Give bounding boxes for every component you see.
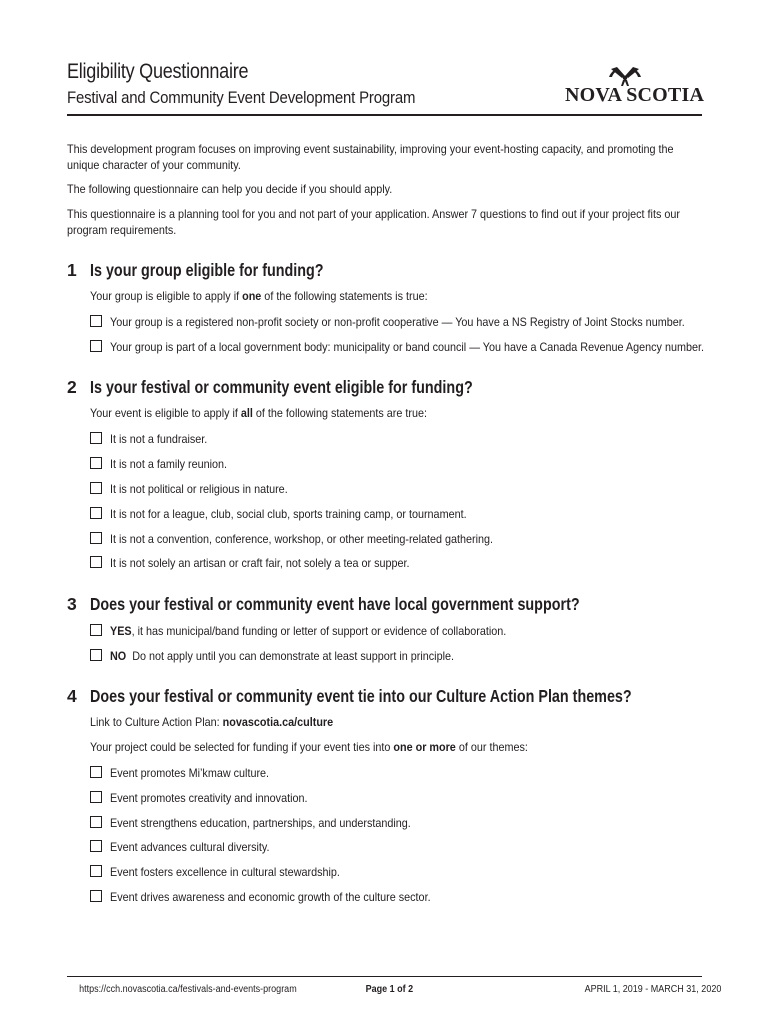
footer-page-number: Page 1 of 2 (365, 984, 414, 995)
checkbox[interactable] (90, 556, 102, 568)
option-label: It is not solely an artisan or craft fair, not solely a tea or supper. (110, 556, 410, 570)
header-divider (67, 114, 702, 116)
checkbox[interactable] (90, 457, 102, 469)
checkbox[interactable] (90, 315, 102, 327)
question-2-lead: Your event is eligible to apply if all of the following statements are true: (90, 406, 428, 420)
question-1-lead: Your group is eligible to apply if one of the following statements is true: (90, 289, 428, 303)
footer-dates: APRIL 1, 2019 - MARCH 31, 2020 (584, 984, 722, 995)
question-4-lead: Your project could be selected for funding if your event ties into one or more of our themes: (90, 740, 528, 754)
option-label: Your group is a registered non-profit society or non-profit cooperative — You have a NS Registry of Joint Stocks number. (110, 315, 685, 329)
option-label: It is not a family reunion. (110, 457, 228, 471)
option-label: YES, it has municipal/band funding or letter of support or evidence of collaboration. (110, 624, 507, 638)
intro-paragraph-1: This development program focuses on improving event sustainability, improving your event-hosting capacity, and promoting the unique character of your community. (67, 142, 674, 172)
checkbox[interactable] (90, 649, 102, 661)
option-label: Event drives awareness and economic growth of the culture sector. (110, 890, 431, 904)
page-title: Eligibility Questionnaire (67, 60, 249, 83)
question-1-heading: 1 Is your group eligible for funding? (67, 260, 324, 280)
question-4-heading: 4 Does your festival or community event tie into our Culture Action Plan themes? (67, 686, 632, 706)
option-label: Event fosters excellence in cultural stewardship. (110, 865, 340, 879)
intro-paragraph-3: This questionnaire is a planning tool for you and not part of your application. Answer 7 questions to find out if your project fits our program requirements. (67, 207, 680, 237)
footer-divider (67, 976, 702, 977)
checkbox[interactable] (90, 532, 102, 544)
culture-plan-link-line: Link to Culture Action Plan: novascotia.ca/culture (90, 715, 334, 729)
option-label: It is not a convention, conference, workshop, or other meeting-related gathering. (110, 532, 494, 546)
option-label: It is not for a league, club, social club, sports training camp, or tournament. (110, 507, 467, 521)
option-label: Event advances cultural diversity. (110, 840, 270, 854)
question-2-heading: 2 Is your festival or community event eligible for funding? (67, 377, 473, 397)
checkbox[interactable] (90, 890, 102, 902)
intro-paragraph-2: The following questionnaire can help you decide if you should apply. (67, 182, 393, 196)
checkbox[interactable] (90, 624, 102, 636)
option-label: It is not political or religious in nature. (110, 482, 288, 496)
nova-scotia-logo (565, 66, 705, 108)
question-3-heading: 3 Does your festival or community event have local government support? (67, 594, 580, 614)
page-subtitle: Festival and Community Event Development Program (67, 88, 416, 107)
checkbox[interactable] (90, 340, 102, 352)
checkbox[interactable] (90, 791, 102, 803)
logo-wordmark: NOVA SCOTIA (565, 84, 705, 106)
footer-url[interactable]: https://cch.novascotia.ca/festivals-and-events-program (79, 984, 297, 995)
checkbox[interactable] (90, 816, 102, 828)
checkbox[interactable] (90, 482, 102, 494)
option-label: NO Do not apply until you can demonstrate at least support in principle. (110, 649, 454, 663)
option-label: It is not a fundraiser. (110, 432, 208, 446)
option-label: Event strengthens education, partnerships, and understanding. (110, 816, 411, 830)
checkbox[interactable] (90, 507, 102, 519)
checkbox[interactable] (90, 865, 102, 877)
option-label: Event promotes creativity and innovation. (110, 791, 308, 805)
option-label: Your group is part of a local government body: municipality or band council — You have a Canada Revenue Agency number. (110, 340, 704, 354)
checkbox[interactable] (90, 766, 102, 778)
option-label: Event promotes Mi’kmaw culture. (110, 766, 270, 780)
culture-plan-link[interactable]: novascotia.ca/culture (222, 715, 334, 729)
checkbox[interactable] (90, 840, 102, 852)
checkbox[interactable] (90, 432, 102, 444)
